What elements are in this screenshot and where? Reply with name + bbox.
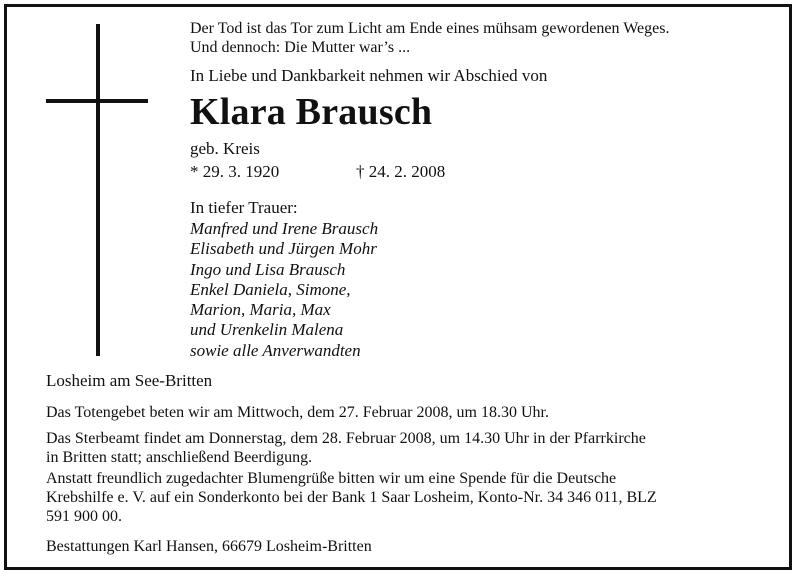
notice-line: Das Totengebet beten wir am Mittwoch, dem 27. Februar 2008, um 18.30 Uhr. (46, 404, 549, 421)
cross-icon-horizontal (46, 99, 148, 103)
deceased-name: Klara Brausch (190, 91, 433, 133)
undertaker-info: Bestattungen Karl Hansen, 66679 Losheim-Britten (46, 538, 372, 555)
mass-notice (46, 429, 786, 467)
place-name: Losheim am See-Britten (46, 371, 213, 390)
death-date: † 24. 2. 2008 (356, 162, 446, 181)
notice-line: in Britten statt; anschließend Beerdigung. (46, 449, 313, 466)
notice-line: Anstatt freundlich zugedachter Blumengrüße bitten wir um eine Spende für die Deutsche (46, 470, 617, 487)
birth-date: * 29. 3. 1920 (190, 162, 280, 181)
notice-line: 591 900 00. (46, 508, 122, 525)
mourners-list (190, 219, 378, 361)
mourner-item: und Urenkelin Malena (190, 320, 344, 340)
memorial-quote (190, 19, 669, 57)
mourner-item: Marion, Maria, Max (190, 300, 331, 320)
cross-icon-vertical (96, 24, 100, 356)
mourner-item: Elisabeth und Jürgen Mohr (190, 239, 377, 259)
quote-line: Der Tod ist das Tor zum Licht am Ende eines mühsam gewordenen Weges. (190, 20, 670, 37)
notice-line: Das Sterbeamt findet am Donnerstag, dem 28. Februar 2008, um 14.30 Uhr in der Pfarrkirche (46, 430, 646, 447)
prayer-notice (46, 403, 786, 422)
farewell-intro: In Liebe und Dankbarkeit nehmen wir Abschied von (190, 66, 548, 85)
notice-line: Krebshilfe e. V. auf ein Sonderkonto bei der Bank 1 Saar Losheim, Konto-Nr. 34 346 011, BLZ (46, 489, 657, 506)
mourner-item: sowie alle Anverwandten (190, 340, 361, 360)
mourner-item: Enkel Daniela, Simone, (190, 279, 351, 299)
mourner-item: Manfred und Irene Brausch (190, 219, 379, 238)
mourners-heading: In tiefer Trauer: (190, 198, 298, 217)
mourner-item: Ingo und Lisa Brausch (190, 259, 346, 279)
quote-line: Und dennoch: Die Mutter war’s ... (190, 39, 411, 56)
maiden-name: geb. Kreis (190, 139, 260, 158)
donation-notice (46, 469, 786, 526)
